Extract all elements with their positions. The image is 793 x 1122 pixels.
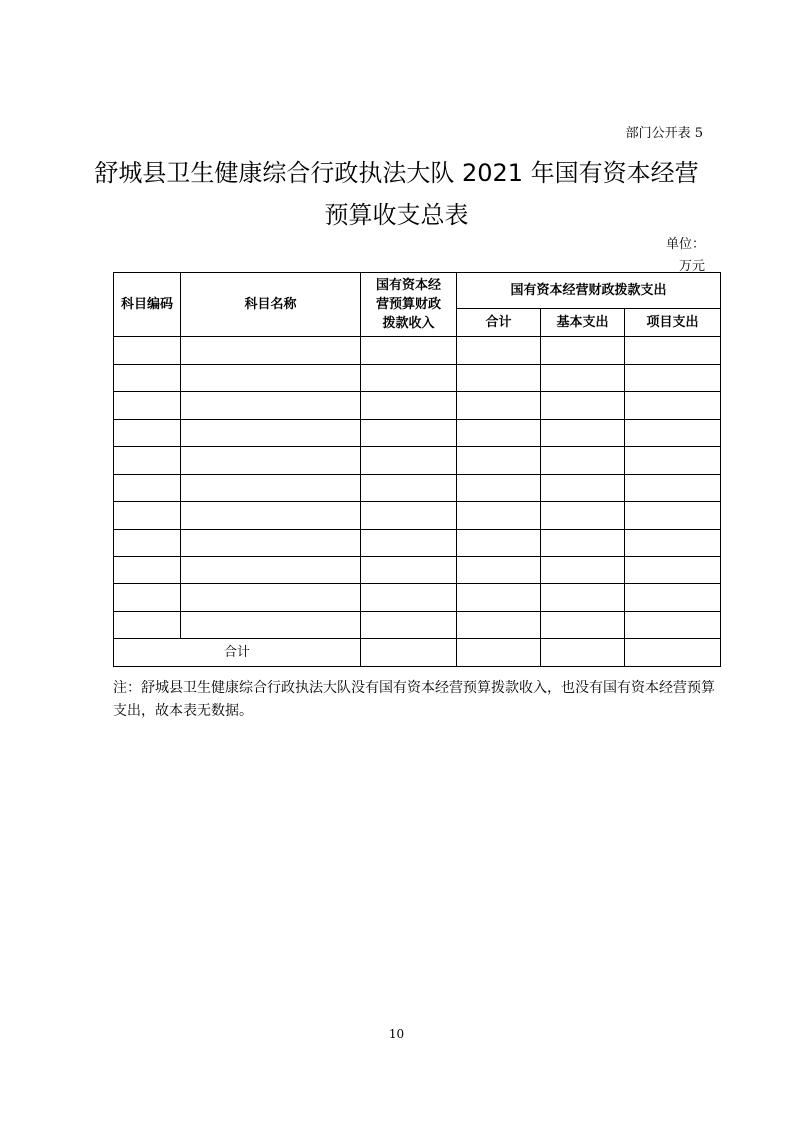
table-cell [457,474,541,501]
table-cell [625,337,721,364]
table-cell [114,584,181,611]
table-cell [457,557,541,584]
table-cell [541,557,625,584]
page-number: 10 [388,1027,405,1041]
table-cell [361,337,457,364]
table-cell [181,447,361,474]
table-cell [457,337,541,364]
table-cell [625,392,721,419]
table-cell [361,474,457,501]
table-cell [361,611,457,638]
table-cell [114,474,181,501]
table-cell [457,529,541,556]
table-row [114,447,721,474]
table-row [114,502,721,529]
table-row [114,474,721,501]
table-cell [541,337,625,364]
table-cell [181,474,361,501]
table-cell [114,502,181,529]
table-cell [625,474,721,501]
table-cell [457,419,541,446]
table-cell [181,392,361,419]
table-cell [457,447,541,474]
table-row [114,557,721,584]
table-cell [181,529,361,556]
table-cell [361,639,457,667]
table-cell [541,364,625,391]
table-cell [181,419,361,446]
table-cell [361,529,457,556]
table-cell [541,584,625,611]
table-cell [181,611,361,638]
table-cell [181,502,361,529]
table-cell [114,392,181,419]
unit-label-text: 单位： [665,237,705,252]
table-cell [361,447,457,474]
col-header-expense-group: 国有资本经营财政拨款支出 [457,273,721,309]
col-header-income: 国有资本经营预算财政拨款收入 [361,273,457,337]
table-cell [114,611,181,638]
table-cell [114,447,181,474]
table-cell [114,419,181,446]
col-header-name: 科目名称 [181,273,361,337]
table-cell [361,419,457,446]
table-cell [361,502,457,529]
table-cell [625,502,721,529]
table-cell [114,557,181,584]
table-cell [541,474,625,501]
unit-value: 万元 [678,259,705,274]
table-cell [457,611,541,638]
page-label: 部门公开表 5 [625,126,703,141]
table-row [114,419,721,446]
table-cell [361,364,457,391]
page-title: 舒城县卫生健康综合行政执法大队 2021 年国有资本经营 [94,159,699,187]
table-cell [457,584,541,611]
table-cell [457,639,541,667]
table-note: 注：舒城县卫生健康综合行政执法大队没有国有资本经营预算拨款收入，也没有国有资本经营预算支出，故本表无数据。 [113,680,715,719]
table-cell [625,364,721,391]
table-cell [361,584,457,611]
table-row [114,337,721,364]
table-cell [541,502,625,529]
table-cell [625,447,721,474]
table-cell [541,419,625,446]
table-row [114,529,721,556]
table-cell [625,529,721,556]
table-cell [625,639,721,667]
table-cell [541,529,625,556]
table-cell [361,392,457,419]
table-cell [181,557,361,584]
table-cell [114,364,181,391]
table-cell [457,392,541,419]
table-row [114,584,721,611]
budget-table [113,272,721,667]
table-cell [625,419,721,446]
col-header-basic: 基本支出 [541,308,625,337]
table-cell [541,447,625,474]
table-cell [114,337,181,364]
table-row [114,364,721,391]
table-cell [457,364,541,391]
table-cell [181,337,361,364]
table-row [114,392,721,419]
table-cell [114,529,181,556]
col-header-code: 科目编码 [114,273,181,337]
page-title-line2: 预算收支总表 [324,201,469,229]
table-cell [541,611,625,638]
table-cell [625,557,721,584]
table-row [114,611,721,638]
table-cell [541,392,625,419]
col-header-total: 合计 [457,308,541,337]
table-cell [625,611,721,638]
total-row [114,639,721,667]
table-cell [181,584,361,611]
header-row [114,273,721,309]
table-cell [361,557,457,584]
total-label: 合计 [114,639,361,667]
table-cell [625,584,721,611]
col-header-project: 项目支出 [625,308,721,337]
table-cell [181,364,361,391]
table-cell [541,639,625,667]
table-cell [457,502,541,529]
